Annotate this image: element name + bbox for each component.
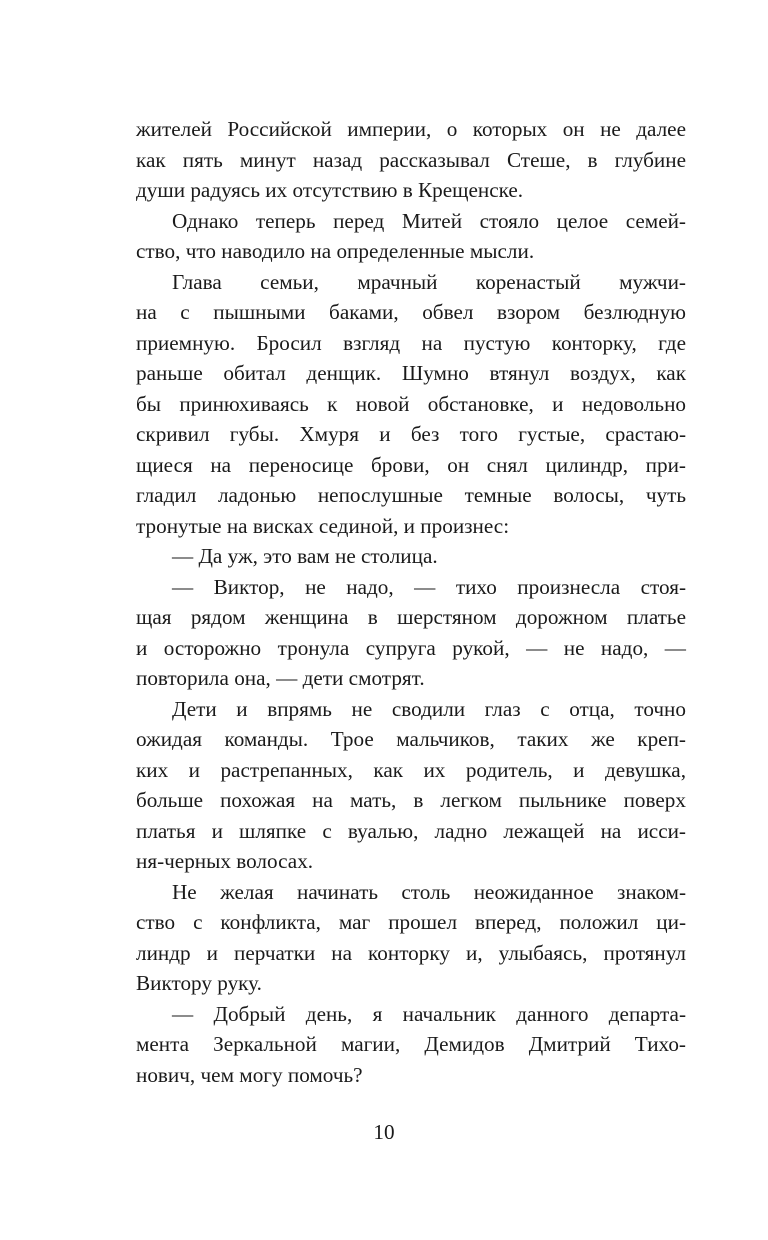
text-line: ких и растрепанных, как их родитель, и девушка, bbox=[136, 757, 686, 782]
text-line: Однако теперь перед Митей стояло целое семей- bbox=[172, 208, 686, 233]
text-line: души радуясь их отсутствию в Крещенске. bbox=[136, 178, 524, 202]
text-line: тронутые на висках сединой, и произнес: bbox=[136, 513, 510, 538]
text-line: скривил губы. Хмуря и без того густые, срастаю- bbox=[136, 422, 686, 446]
text-line: — Да уж, это вам не столица. bbox=[172, 544, 438, 568]
text-line: Виктору руку. bbox=[136, 971, 262, 995]
text-line: нович, чем могу помочь? bbox=[136, 1062, 363, 1087]
text-line: и осторожно тронула супруга рукой, — не надо, — bbox=[136, 635, 686, 660]
text-line: больше похожая на мать, в легком пыльнике поверх bbox=[136, 788, 686, 812]
text-line: щая рядом женщина в шерстяном дорожном платье bbox=[136, 605, 686, 629]
text-line: Глава семьи, мрачный коренастый мужчи- bbox=[172, 269, 686, 294]
text-line: линдр и перчатки на конторку и, улыбаясь, протянул bbox=[136, 940, 686, 965]
text-line: платья и шляпке с вуалью, ладно лежащей на исси- bbox=[136, 818, 686, 843]
text-line: — Добрый день, я начальник данного департа- bbox=[172, 1001, 686, 1026]
text-line: гладил ладонью непослушные темные волосы, чуть bbox=[136, 483, 686, 507]
text-line: раньше обитал денщик. Шумно втянул воздух, как bbox=[136, 361, 686, 385]
text-line: бы принюхиваясь к новой обстановке, и недовольно bbox=[136, 391, 686, 416]
page-number: 10 bbox=[373, 1120, 395, 1144]
text-line: мента Зеркальной магии, Демидов Дмитрий Тихо- bbox=[136, 1032, 686, 1056]
text-line: повторила она, — дети смотрят. bbox=[136, 666, 425, 690]
text-line: как пять минут назад рассказывал Стеше, в глубине bbox=[136, 147, 686, 172]
page-text bbox=[136, 114, 686, 1090]
text-line: Не желая начинать столь неожиданное знаком- bbox=[172, 879, 686, 904]
text-line: Дети и впрямь не сводили глаз с отца, точно bbox=[172, 696, 686, 721]
text-line: приемную. Бросил взгляд на пустую конторку, где bbox=[136, 330, 686, 355]
text-line: ство, что наводило на определенные мысли. bbox=[136, 239, 535, 263]
text-line: — Виктор, не надо, — тихо произнесла стоя- bbox=[172, 574, 686, 599]
text-line: на с пышными баками, обвел взором безлюдную bbox=[136, 300, 686, 324]
text-line: ожидая команды. Трое мальчиков, таких же креп- bbox=[136, 727, 686, 751]
text-line: ство с конфликта, маг прошел вперед, положил ци- bbox=[136, 910, 686, 934]
text-line: жителей Российской империи, о которых он не далее bbox=[136, 117, 686, 141]
text-line: щиеся на переносице брови, он снял цилиндр, при- bbox=[136, 452, 686, 477]
text-line: ня-черных волосах. bbox=[136, 849, 314, 873]
